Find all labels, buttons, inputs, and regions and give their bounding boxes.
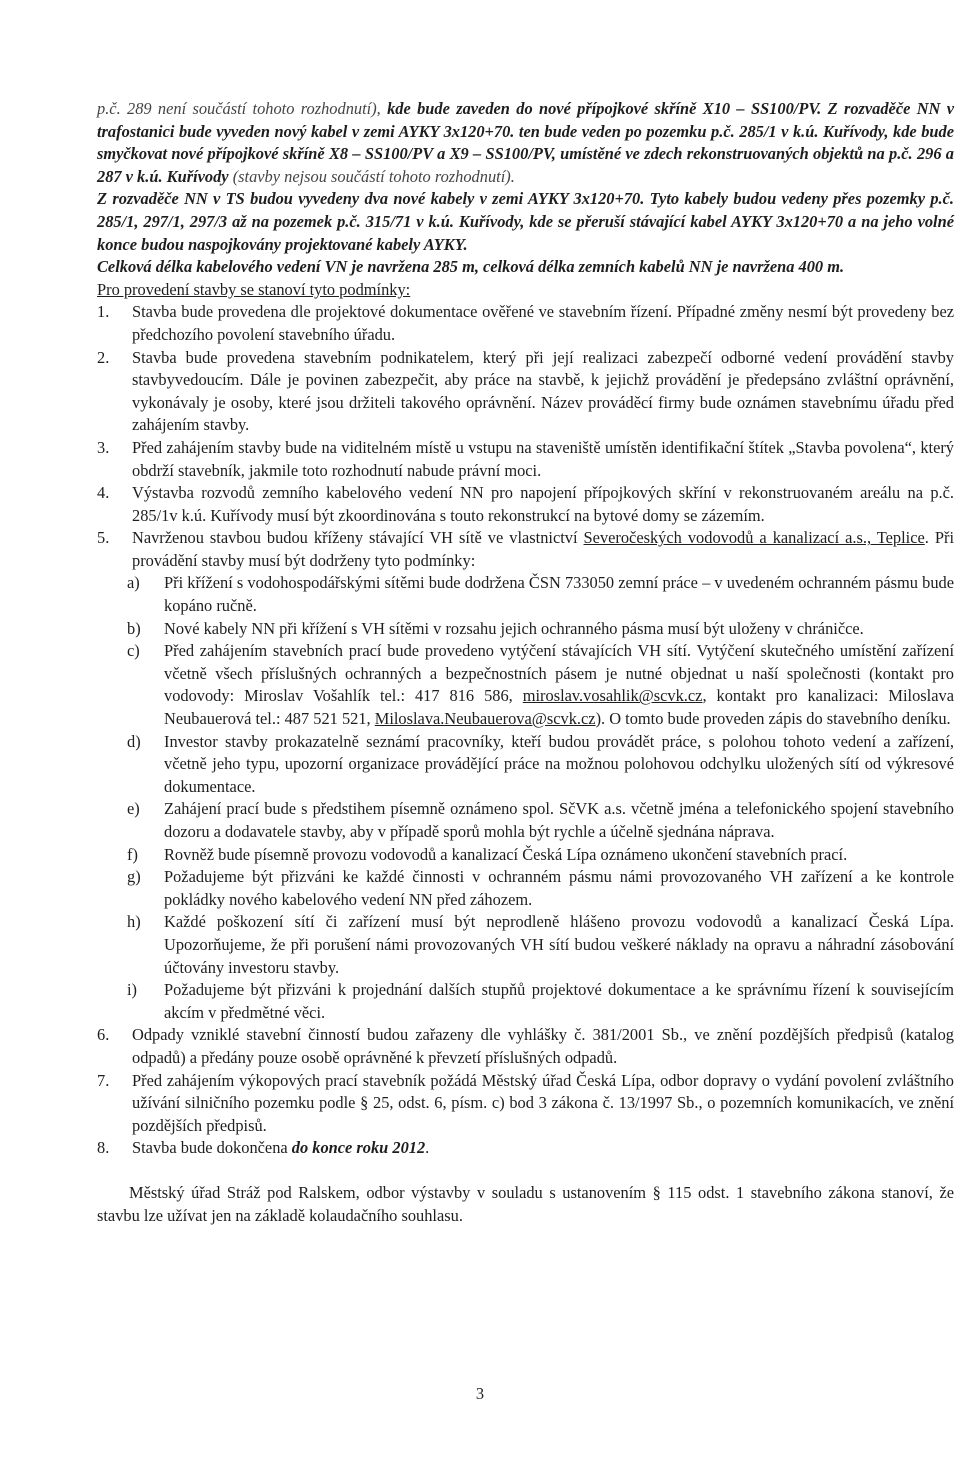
list-item xyxy=(97,437,954,482)
sub-item xyxy=(127,572,954,617)
item-number: 6. xyxy=(97,1025,110,1045)
list-item xyxy=(97,527,954,572)
list-item xyxy=(97,1070,954,1138)
item-text xyxy=(132,1137,954,1160)
sub-letter: f) xyxy=(127,844,138,864)
sub-letter: e) xyxy=(127,799,140,819)
intro-paragraph-1 xyxy=(97,98,954,188)
sub-text-part: ). O tomto bude proveden zápis do stavebního deníku. xyxy=(595,709,951,729)
intro-text-a: p.č. 289 není součástí tohoto rozhodnutí), xyxy=(97,99,388,118)
item-text: Stavba bude provedena stavebním podnikatelem, který při její realizaci zabezpečí odborné vedení provádění stavby stavbyvedoucím. Dále je povinen zabezpečit, aby práce na stavbě, k jejichž provádění je předepsáno zvláštní oprávnění, vykonávaly je osoby, které jsou držiteli takového oprávnění. Název prováděcí firmy bude oznámen stavebnímu úřadu před zahájením stavby. xyxy=(132,347,954,435)
item-text: Před zahájením stavby bude na viditelném místě u vstupu na staveniště umístěn identifikační štítek „Stavba povolena“, který obdrží stavebník, jakmile toto rozhodnutí nabude právní moci. xyxy=(132,437,954,480)
item-text-part: . xyxy=(425,1138,430,1158)
sub-item xyxy=(127,618,954,641)
list-item xyxy=(97,301,954,346)
sub-letter: b) xyxy=(127,618,141,638)
final-paragraph: Městský úřad Stráž pod Ralskem, odbor výstavby v souladu s ustanovením § 115 odst. 1 stavebního zákona stanoví, že stavbu lze užívat jen na základě kolaudačního souhlasu. xyxy=(97,1182,954,1225)
intro-text-b: kde bude zaveden do nové přípojkové skříně X10 – SS100/PV. Z rozvaděče NN v trafostanici bude vyveden nový kabel v zemi AYKY 3x120+70. ten bude veden po pozemku p.č. 285/1 v k.ú. Kuřívody, kde bude smyčkovat nové přípojkové skříně X8 – SS100/PV a X9 – SS100/PV, umístěné ve zdech rekonstruovaných objektů na p.č. 296 a 287 v k.ú. Kuřívody xyxy=(97,99,955,186)
company-link[interactable]: Severočeských vodovodů a kanalizací a.s., Teplice xyxy=(583,528,925,548)
intro-paragraph-3: Celková délka kabelového vedení VN je navržena 285 m, celková délka zemních kabelů NN je navržena 400 m. xyxy=(97,257,845,277)
item-number: 8. xyxy=(97,1138,110,1158)
page-number: 3 xyxy=(475,1384,485,1403)
item-number: 5. xyxy=(97,528,110,548)
list-item xyxy=(97,347,954,437)
intro-section xyxy=(97,98,954,279)
sub-text xyxy=(164,640,954,730)
item-text: Stavba bude provedena dle projektové dokumentace ověřené ve stavebním řízení. Případné změny nesmí být provedeny bez předchozího povolení stavebního úřadu. xyxy=(132,302,954,344)
item-text: Odpady vzniklé stavební činností budou zařazeny dle vyhlášky č. 381/2001 Sb., ve znění pozdějších předpisů (katalog odpadů) a předány pouze osobě oprávněné k převzetí příslušných odpadů. xyxy=(132,1025,954,1067)
item-number: 3. xyxy=(97,437,110,457)
item-number: 1. xyxy=(97,302,110,322)
sub-conditions xyxy=(127,572,954,1024)
document-page xyxy=(97,98,954,1243)
sub-item xyxy=(127,640,954,730)
sub-text: Investor stavby prokazatelně seznámí pracovníky, kteří budou provádět práce, s polohou tohoto vedení a zařízení, včetně jeho typu, upozorní organizace provádějící práce na možnou polohovou odchylku uložených sítí od výkresové dokumentace. xyxy=(164,731,954,796)
intro-text-c: (stavby nejsou součástí tohoto rozhodnutí). xyxy=(228,166,515,186)
list-item xyxy=(97,482,954,527)
sub-text: Požadujeme být přizváni k projednání dalších stupňů projektové dokumentace a ke správnímu řízení k souvisejícím akcím v předmětné věci. xyxy=(164,980,954,1022)
item-text-part: Navrženou stavbou budou kříženy stávající VH sítě ve vlastnictví xyxy=(132,528,584,548)
conditions-title: Pro provedení stavby se stanoví tyto podmínky: xyxy=(97,279,411,299)
item-number: 4. xyxy=(97,483,110,503)
sub-letter: h) xyxy=(127,912,141,932)
sub-item xyxy=(127,979,954,1024)
item-number: 2. xyxy=(97,347,110,367)
list-item xyxy=(97,1137,954,1160)
sub-item xyxy=(127,844,954,867)
email-link-vodovody[interactable]: miroslav.vosahlik@scvk.cz xyxy=(522,686,703,706)
sub-text: Požadujeme být přizváni ke každé činnosti v ochranném pásmu námi provozovaného VH zařízení a ke kontrole pokládky nového kabelového vedení NN před záhozem. xyxy=(164,867,954,909)
email-link-kanalizace[interactable]: Miloslava.Neubauerova@scvk.cz xyxy=(374,709,596,729)
item-number: 7. xyxy=(97,1070,110,1090)
item-text-part: . Při provádění stavby musí být dodrženy tyto podmínky: xyxy=(132,528,955,570)
sub-letter: a) xyxy=(127,573,140,593)
item-text: Před zahájením výkopových prací stavebník požádá Městský úřad Česká Lípa, odbor dopravy o vydání povolení zvláštního užívání silničního pozemku podle § 25, odst. 6, písm. c) bod 3 zákona č. 13/1997 Sb., o pozemních komunikacích, ve znění pozdějších předpisů. xyxy=(132,1070,954,1135)
sub-text: Každé poškození sítí či zařízení musí být neprodleně hlášeno provozu vodovodů a kanalizací Česká Lípa. Upozorňujeme, že při porušení námi provozovaných VH sítí budou veškeré náklady na opravu a náhradní zásobování účtovány investoru stavby. xyxy=(164,912,954,977)
sub-text: Při křížení s vodohospodářskými sítěmi bude dodržena ČSN 733050 zemní práce – v uvedeném ochranném pásmu bude kopáno ručně. xyxy=(164,573,954,616)
item-text xyxy=(132,527,954,572)
sub-item xyxy=(127,798,954,843)
sub-text-part: , kontakt pro kanalizaci: Miloslava Neubauerová tel.: 487 521 521, xyxy=(164,686,954,729)
sub-letter: g) xyxy=(127,867,141,887)
sub-text-part: Před zahájením stavebních prací bude provedeno vytýčení stávajících VH sítí. Vytýčení skutečného umístění zařízení včetně všech příslušných ochranných a bezpečnostních pásem je nutné objednat u naší společnosti (kontakt pro vodovody: Miroslav Vošahlík tel.: 417 816 586, xyxy=(164,641,954,706)
sub-letter: c) xyxy=(127,641,140,661)
sub-text: Rovněž bude písemně provozu vodovodů a kanalizací Česká Lípa oznámeno ukončení stavebních prací. xyxy=(164,844,848,864)
sub-item xyxy=(127,866,954,911)
item-text: Výstavba rozvodů zemního kabelového vedení NN pro napojení přípojkových skříní v rekonstruovaném areálu na p.č. 285/1v k.ú. Kuřívody musí být zkoordinována s touto rekonstrukcí na bytové domy se zázemím. xyxy=(132,483,954,525)
sub-item xyxy=(127,911,954,979)
item-text-part: Stavba bude dokončena xyxy=(132,1138,292,1158)
sub-text: Nové kabely NN při křížení s VH sítěmi v rozsahu jejich ochranného pásma musí být uloženy v chráničce. xyxy=(164,618,864,638)
completion-deadline: do konce roku 2012 xyxy=(291,1138,426,1158)
sub-letter: d) xyxy=(127,731,141,751)
sub-letter: i) xyxy=(127,980,138,1000)
list-item xyxy=(97,1024,954,1069)
sub-text: Zahájení prací bude s předstihem písemně oznámeno spol. SčVK a.s. včetně jména a telefonického spojení stavebního dozoru a dodavatele stavby, aby v případě sporů mohla být rychle a účelně sjednána náprava. xyxy=(164,799,954,841)
intro-paragraph-2: Z rozvaděče NN v TS budou vyvedeny dva nové kabely v zemi AYKY 3x120+70. Tyto kabely budou vedeny přes pozemky p.č. 285/1, 297/1, 297/3 až na pozemek p.č. 315/71 v k.ú. Kuřívody, kde se přeruší stávající kabel AYKY 3x120+70 a na jeho volné konce budou naspojkovány projektované kabely AYKY. xyxy=(97,189,954,254)
sub-item xyxy=(127,731,954,799)
